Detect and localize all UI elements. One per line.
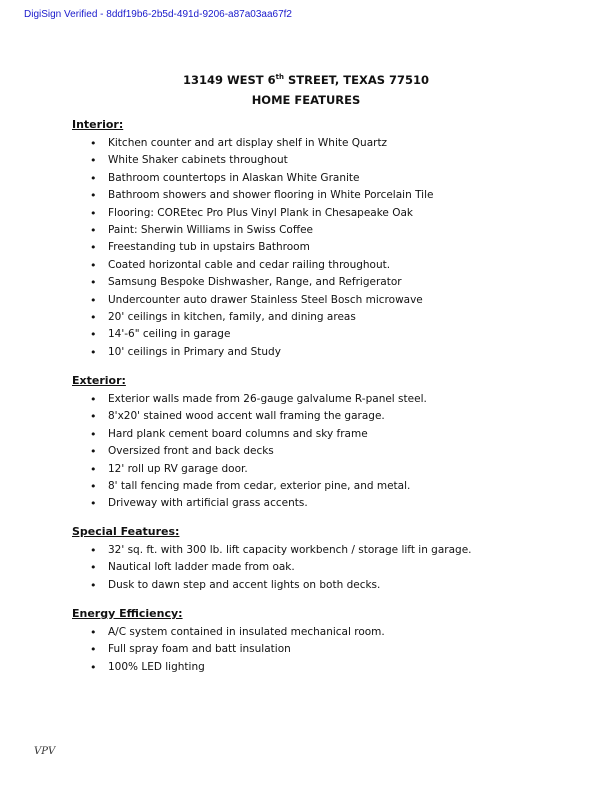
list-item: • Samsung Bespoke Dishwasher, Range, and Refrigerator [72, 274, 592, 291]
energy-efficiency-section [72, 607, 592, 676]
list-item: • 14'-6" ceiling in garage [72, 326, 592, 343]
interior-section [72, 118, 592, 361]
address-part-1: 13149 WEST 6 [182, 73, 276, 87]
property-address-title [0, 73, 612, 87]
list-item: • Nautical loft ladder made from oak. [72, 559, 592, 576]
list-item: • Undercounter auto drawer Stainless Steel Bosch microwave [72, 292, 592, 309]
list-item: • 8' tall fencing made from cedar, exterior pine, and metal. [72, 478, 592, 495]
list-item: • Coated horizontal cable and cedar railing throughout. [72, 257, 592, 274]
list-item: • 10' ceilings in Primary and Study [72, 344, 592, 361]
list-item: • Oversized front and back decks [72, 443, 592, 460]
list-item: • 32' sq. ft. with 300 lb. lift capacity workbench / storage lift in garage. [72, 542, 592, 559]
energy-efficiency-heading: Energy Efficiency: [72, 607, 183, 620]
list-item: • Kitchen counter and art display shelf in White Quartz [72, 135, 592, 152]
address-part-2: STREET, TEXAS 77510 [283, 73, 430, 87]
exterior-heading: Exterior: [72, 374, 126, 387]
special-features-section [72, 525, 592, 594]
list-item: • Exterior walls made from 26-gauge galvalume R-panel steel. [72, 391, 592, 408]
document-subtitle: HOME FEATURES [251, 93, 361, 107]
list-item: • Hard plank cement board columns and sky frame [72, 426, 592, 443]
list-item: • Freestanding tub in upstairs Bathroom [72, 239, 592, 256]
special-features-list [72, 542, 592, 594]
exterior-list [72, 391, 592, 513]
list-item: • Flooring: COREtec Pro Plus Vinyl Plank in Chesapeake Oak [72, 205, 592, 222]
interior-list [72, 135, 592, 361]
interior-heading: Interior: [72, 118, 124, 131]
list-item: • 12' roll up RV garage door. [72, 461, 592, 478]
energy-efficiency-list [72, 624, 592, 676]
special-features-heading: Special Features: [72, 525, 180, 538]
list-item: • A/C system contained in insulated mechanical room. [72, 624, 592, 641]
digisign-verification-text: DigiSign Verified - 8ddf19b6-2b5d-491d-9206-a87a03aa67f2 [24, 9, 292, 20]
list-item: • Driveway with artificial grass accents. [72, 495, 592, 512]
list-item: • White Shaker cabinets throughout [72, 152, 592, 169]
exterior-section [72, 374, 592, 513]
list-item: • 20' ceilings in kitchen, family, and dining areas [72, 309, 592, 326]
list-item: • Bathroom showers and shower flooring in White Porcelain Tile [72, 187, 592, 204]
list-item: • 100% LED lighting [72, 659, 592, 676]
list-item: • Paint: Sherwin Williams in Swiss Coffee [72, 222, 592, 239]
list-item: • Bathroom countertops in Alaskan White Granite [72, 170, 592, 187]
signer-initials: VPV [34, 746, 56, 757]
list-item: • Dusk to dawn step and accent lights on both decks. [72, 577, 592, 594]
address-ordinal-suffix: th [275, 73, 284, 82]
list-item: • Full spray foam and batt insulation [72, 641, 592, 658]
list-item: • 8'x20' stained wood accent wall framing the garage. [72, 408, 592, 425]
